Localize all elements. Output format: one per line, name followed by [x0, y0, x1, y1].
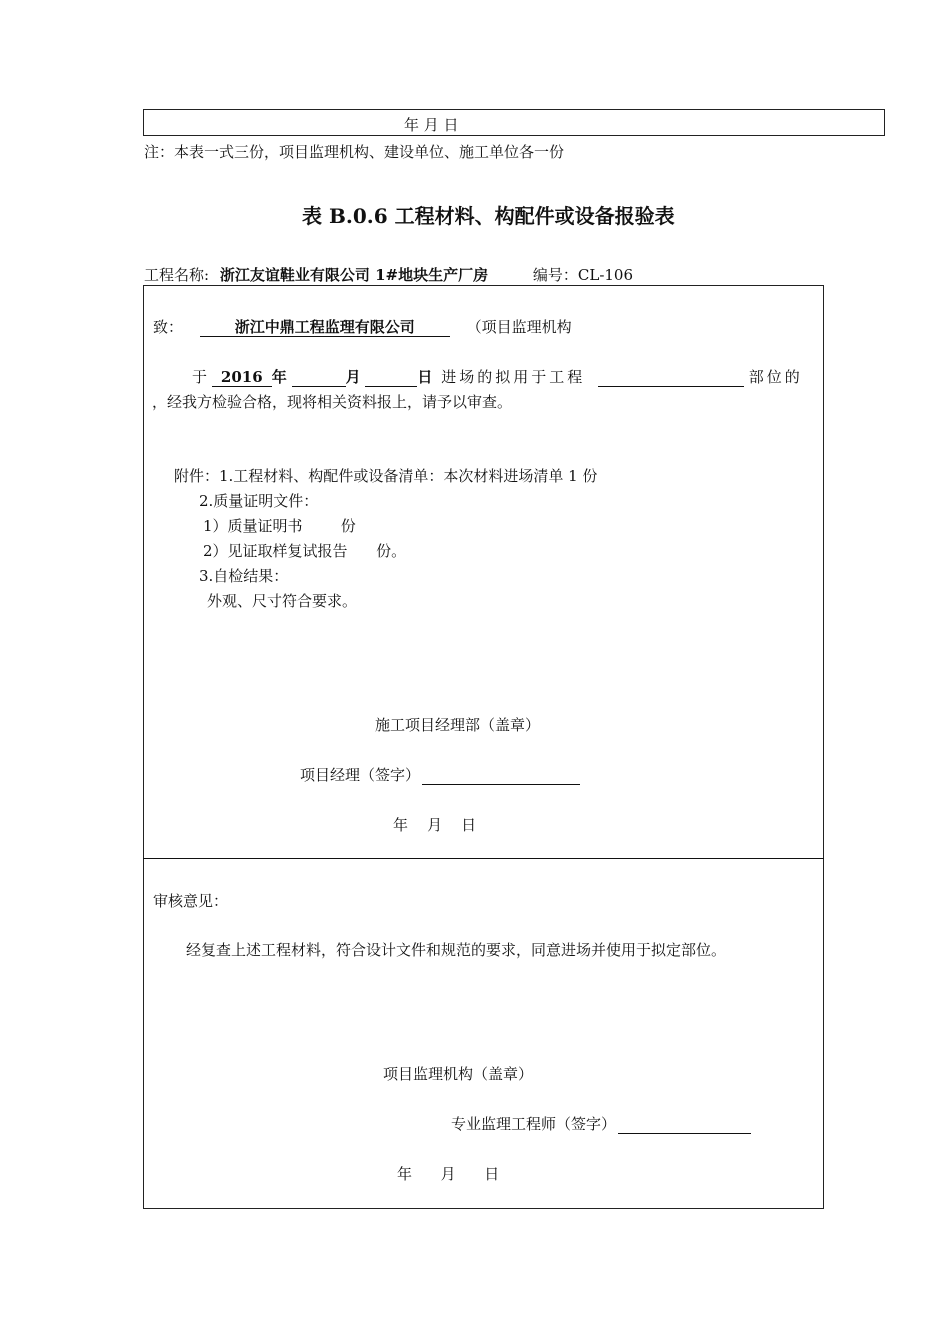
- supervisor-org: 浙江中鼎工程监理有限公司: [200, 319, 450, 337]
- manager-signature-blank: [422, 767, 580, 785]
- manager-signature-line: [300, 764, 580, 785]
- to-label: 致：: [153, 318, 184, 336]
- engineer-label: 专业监理工程师（签字）: [451, 1115, 617, 1133]
- entry-prefix: 于: [192, 368, 208, 386]
- contractor-seal: 施工项目经理部（盖章）: [375, 716, 541, 734]
- entry-year: 2016: [212, 369, 272, 387]
- entry-month-blank: [292, 369, 346, 387]
- attachment-2: 2.质量证明文件：: [199, 492, 319, 510]
- review-label: 审核意见：: [153, 892, 229, 910]
- entry-year-unit: 年: [271, 368, 287, 386]
- manager-label: 项目经理（签字）: [300, 766, 421, 784]
- attachment-3: 1）质量证明书 份: [203, 517, 356, 535]
- section-divider: [143, 858, 824, 859]
- entry-day-blank: [365, 369, 417, 387]
- review-text: 经复查上述工程材料，符合设计文件和规范的要求，同意进场并使用于拟定部位。: [186, 941, 727, 959]
- to-suffix: （项目监理机构: [466, 318, 572, 336]
- form-title: 表 B.0.6 工程材料、构配件或设备报验表: [302, 204, 675, 228]
- project-name-label: 工程名称:: [144, 266, 210, 284]
- top-date-box: [143, 109, 885, 136]
- entry-location-blank: [598, 369, 744, 387]
- form-number-label: 编号：: [532, 266, 578, 284]
- entry-line2: ，经我方检验合格，现将相关资料报上，请予以审查。: [152, 393, 513, 411]
- attachment-5: 3.自检结果：: [199, 567, 289, 585]
- attachment-4: 2）见证取样复试报告 份。: [203, 542, 407, 560]
- project-line: [144, 264, 633, 285]
- entry-day-unit: 日: [417, 368, 433, 386]
- form-number: CL-106: [577, 266, 634, 284]
- top-date-text: 年 月 日: [404, 116, 459, 134]
- entry-text1: 进场的拟用于工程: [441, 368, 586, 386]
- contractor-date: 年 月 日: [393, 816, 477, 834]
- attachment-1: 附件：1.工程材料、构配件或设备清单：本次材料进场清单 1 份: [174, 467, 598, 485]
- supervisor-seal: 项目监理机构（盖章）: [383, 1065, 534, 1083]
- form-note: 注：本表一式三份，项目监理机构、建设单位、施工单位各一份: [144, 143, 565, 161]
- engineer-signature-line: [451, 1113, 751, 1134]
- attachment-6: 外观、尺寸符合要求。: [207, 592, 358, 610]
- to-line: [153, 316, 572, 337]
- review-date: 年 月 日: [397, 1165, 500, 1183]
- project-name: 浙江友谊鞋业有限公司 1#地块生产厂房: [219, 266, 489, 284]
- engineer-signature-blank: [618, 1116, 751, 1134]
- entry-line: [192, 366, 803, 387]
- entry-text2: 部位的: [748, 368, 803, 386]
- entry-month-unit: 月: [345, 368, 361, 386]
